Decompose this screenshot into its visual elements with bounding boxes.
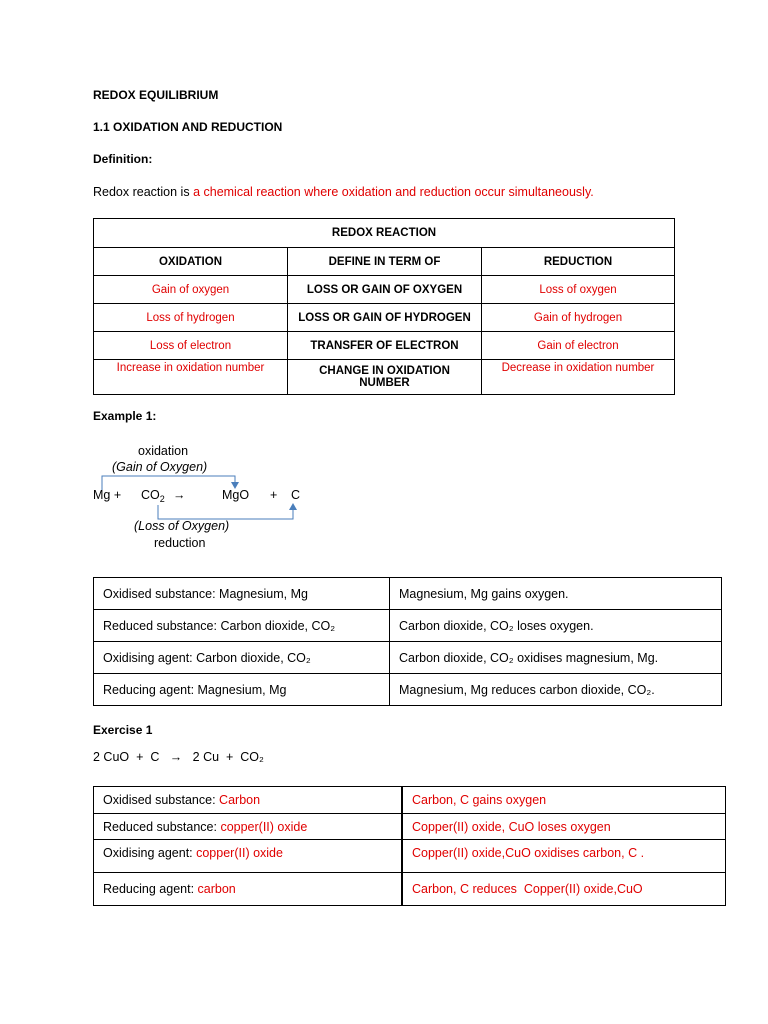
reduction-label: reduction — [154, 536, 206, 550]
carbon-formula: C — [291, 488, 301, 502]
redox-reaction-table — [93, 218, 675, 395]
co2-text: CO — [141, 488, 160, 502]
oxidation-bracket — [102, 476, 235, 490]
define-cell: LOSS OR GAIN OF HYDROGEN — [288, 304, 482, 332]
example-table — [93, 577, 722, 706]
table-row — [94, 332, 675, 360]
header-define-in-term-of: DEFINE IN TERM OF — [288, 248, 482, 276]
definition-highlight: a chemical reaction where oxidation and reduction occur simultaneously. — [193, 185, 594, 199]
oxidation-cell: Loss of electron — [94, 332, 288, 360]
definition-text — [93, 185, 594, 199]
example-cell: Oxidising agent: Carbon dioxide, CO₂ — [94, 642, 390, 674]
exercise-answer: copper(II) oxide — [196, 846, 283, 860]
reduction-cell: Loss of oxygen — [482, 276, 675, 304]
oxidation-cell: Increase in oxidation number — [94, 360, 288, 395]
definition-prefix: Redox reaction is — [93, 185, 194, 199]
co2-subscript: 2 — [159, 494, 165, 504]
example-cell: Reduced substance: Carbon dioxide, CO₂ — [94, 610, 390, 642]
exercise-cell — [94, 873, 403, 906]
reduction-cell: Gain of electron — [482, 332, 675, 360]
exercise-cell — [94, 814, 403, 840]
redox-table-title: REDOX REACTION — [94, 219, 675, 248]
oxidation-cell: Gain of oxygen — [94, 276, 288, 304]
reduction-bracket — [158, 505, 293, 519]
table-row — [94, 674, 722, 706]
exercise-label-text: Reduced substance: — [103, 819, 221, 834]
header-oxidation: OXIDATION — [94, 248, 288, 276]
example-label: Example 1: — [93, 409, 157, 423]
reduction-arrowhead — [289, 503, 297, 510]
exercise-equation: 2 CuO + C → 2 Cu + CO₂ — [93, 750, 264, 764]
exercise-label-text: Oxidising agent: — [103, 846, 197, 860]
exercise-statement: Carbon, C gains oxygen — [402, 787, 726, 814]
gain-of-oxygen-label: (Gain of Oxygen) — [112, 460, 208, 474]
table-row — [94, 304, 675, 332]
definition-label: Definition: — [93, 152, 153, 166]
table-row — [94, 840, 726, 873]
mg-plus: Mg + — [93, 488, 122, 502]
reaction-arrow: → — [173, 488, 186, 502]
exercise-answer: carbon — [197, 882, 236, 896]
oxidation-label: oxidation — [138, 444, 189, 458]
table-row — [94, 360, 675, 395]
reduction-cell: Gain of hydrogen — [482, 304, 675, 332]
mgo-formula: MgO — [222, 488, 250, 502]
table-row — [94, 578, 722, 610]
exercise-statement: Carbon, C reduces Copper(II) oxide,CuO — [402, 873, 726, 906]
example-cell: Reducing agent: Magnesium, Mg — [94, 674, 390, 706]
table-row — [94, 814, 726, 840]
plus-sign: + — [270, 488, 278, 502]
example-cell: Magnesium, Mg reduces carbon dioxide, CO₂. — [390, 674, 722, 706]
table-row — [94, 610, 722, 642]
table-row — [94, 642, 722, 674]
exercise-answer: Carbon — [219, 793, 261, 807]
document-title: REDOX EQUILIBRIUM — [93, 88, 219, 102]
exercise-table — [93, 786, 726, 906]
example-cell: Magnesium, Mg gains oxygen. — [390, 578, 722, 610]
exercise-cell — [94, 840, 403, 873]
co2-formula — [141, 488, 165, 504]
exercise-label: Exercise 1 — [93, 723, 153, 737]
header-reduction: REDUCTION — [482, 248, 675, 276]
reduction-cell: Decrease in oxidation number — [482, 360, 675, 395]
exercise-label-text: Oxidised substance: — [103, 793, 220, 807]
exercise-answer: copper(II) oxide — [220, 819, 308, 834]
table-row — [94, 787, 726, 814]
table-row — [94, 873, 726, 906]
table-row — [94, 276, 675, 304]
exercise-cell — [94, 787, 403, 814]
example-cell: Carbon dioxide, CO₂ loses oxygen. — [390, 610, 722, 642]
exercise-label-text: Reducing agent: — [103, 882, 198, 896]
example-cell: Carbon dioxide, CO₂ oxidises magnesium, Mg. — [390, 642, 722, 674]
exercise-statement: Copper(II) oxide,CuO oxidises carbon, C . — [402, 840, 726, 873]
oxidation-cell: Loss of hydrogen — [94, 304, 288, 332]
define-cell: CHANGE IN OXIDATION NUMBER — [288, 360, 482, 395]
example-cell: Oxidised substance: Magnesium, Mg — [94, 578, 390, 610]
define-cell: LOSS OR GAIN OF OXYGEN — [288, 276, 482, 304]
loss-of-oxygen-label: (Loss of Oxygen) — [134, 519, 230, 533]
define-cell: TRANSFER OF ELECTRON — [288, 332, 482, 360]
redox-reaction-diagram — [85, 440, 325, 555]
section-title: 1.1 OXIDATION AND REDUCTION — [93, 120, 283, 134]
exercise-statement: Copper(II) oxide, CuO loses oxygen — [402, 814, 726, 840]
